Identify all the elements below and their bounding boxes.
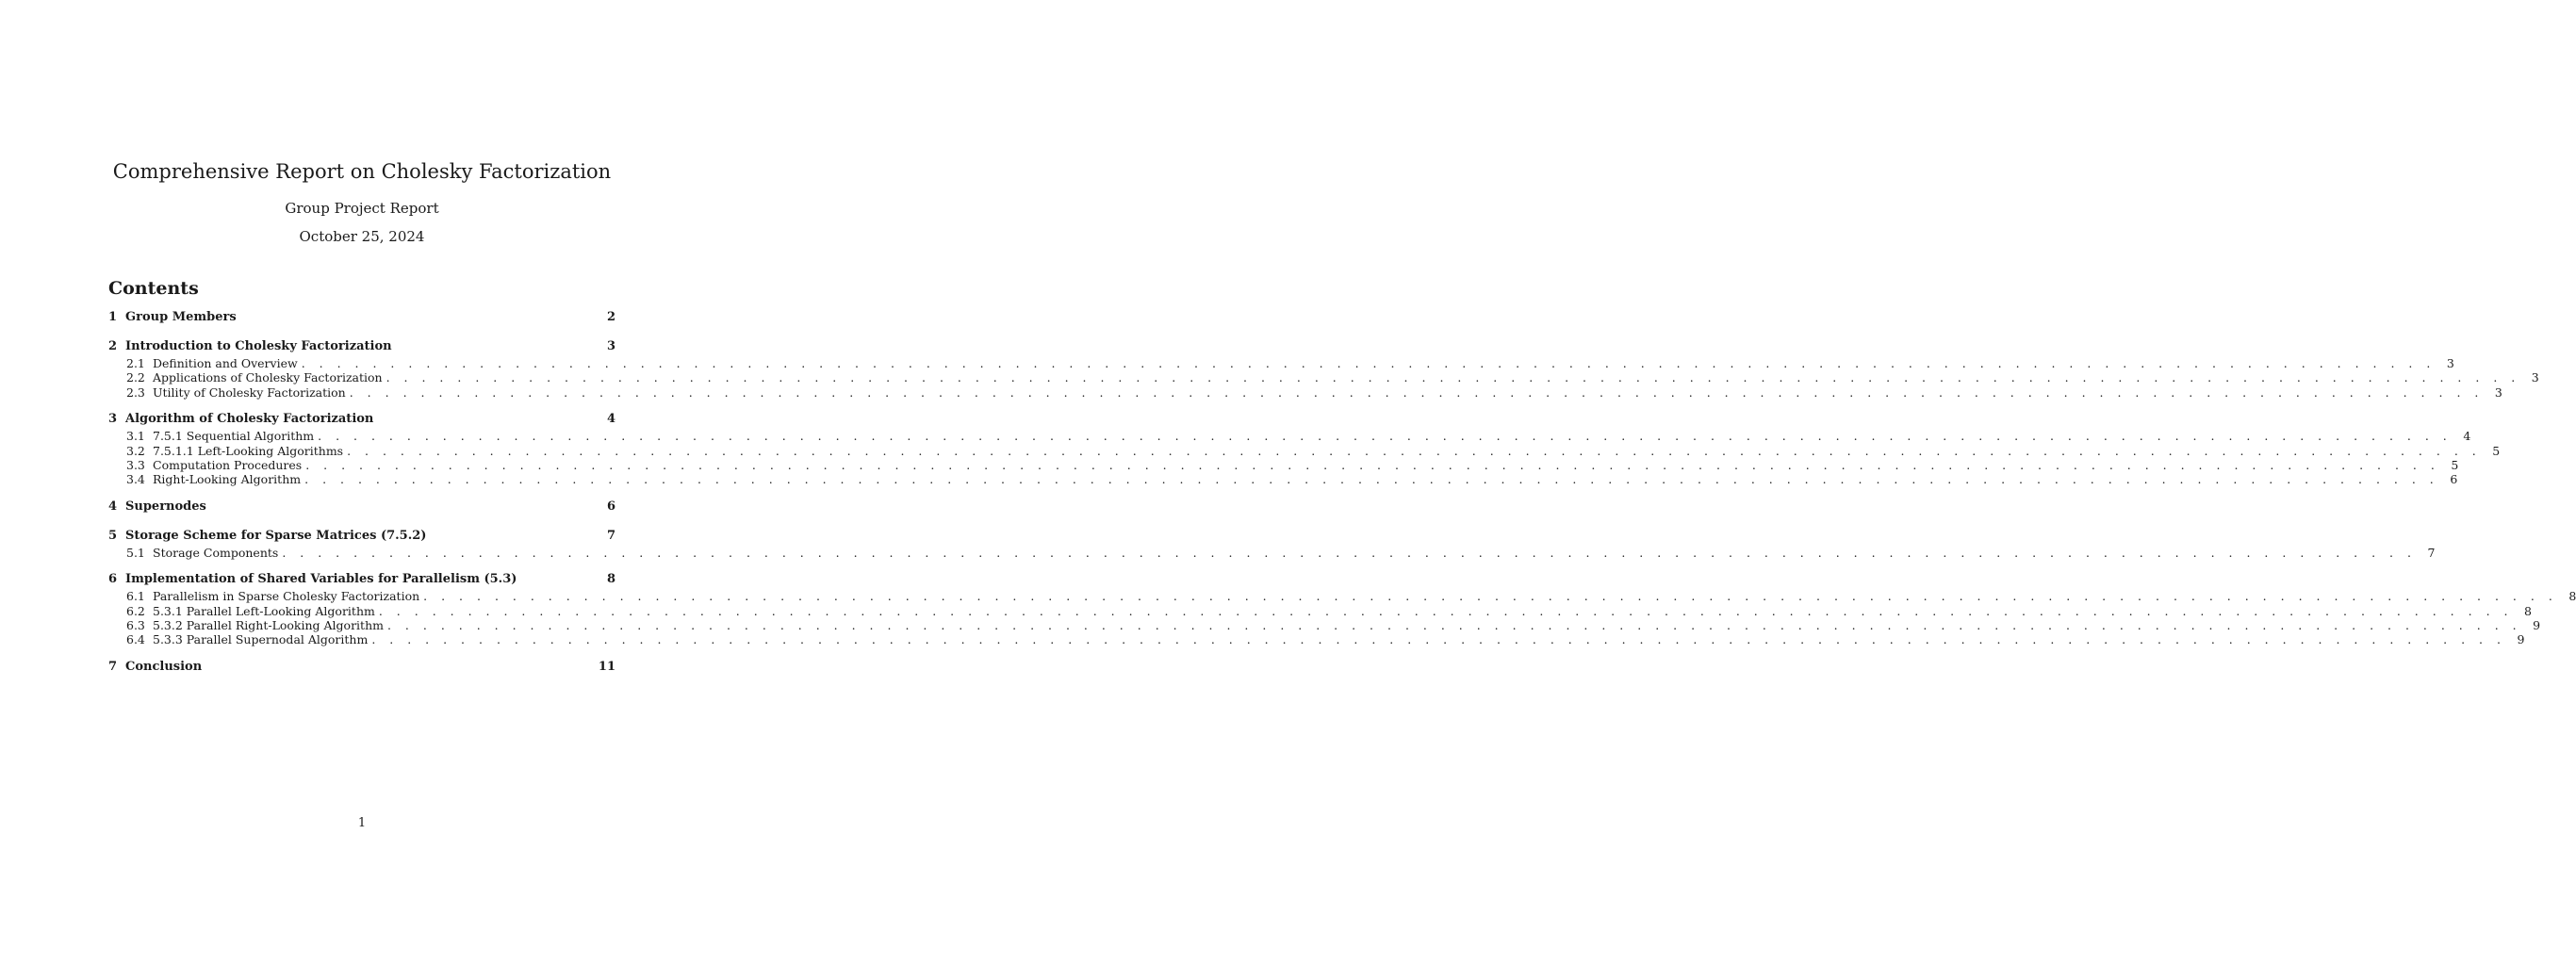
toc-subsection-title: Computation Procedures: [153, 458, 303, 473]
toc-subsection-entry[interactable]: [108, 429, 2471, 444]
toc-section-title: Algorithm of Cholesky Factorization: [125, 412, 374, 427]
toc-subsection-entry[interactable]: [108, 632, 2525, 647]
toc-subsection-entry[interactable]: [108, 443, 2501, 458]
toc-dot-leader: . . . . . . . . . . . . . . . . . . . . . . . . . . . . . . . . . . . . . . . . . . . . . . . . . . . . . . . . . . . . . . . . . . . . . . . . . . . . . . . . . . . . . . . . . . . . . . . . . . . . . . . . . . . . . . . . . . . . . . . .: [305, 458, 2440, 473]
toc-subsection-page: 6: [2450, 472, 2458, 487]
toc-subsection-title: Parallelism in Sparse Cholesky Factorization: [153, 589, 420, 604]
toc-section: [108, 410, 2501, 487]
table-of-contents: [108, 308, 2576, 687]
toc-subsection-entry[interactable]: [108, 545, 2436, 560]
toc-dot-leader: . . . . . . . . . . . . . . . . . . . . . . . . . . . . . . . . . . . . . . . . . . . . . . . . . . . . . . . . . . . . . . . . . . . . . . . . . . . . . . . . . . . . . . . . . . . . . . . . . . . . . . . . . . . . . . . . . . . . . . . .: [304, 472, 2439, 487]
toc-subsection-number: 6.2: [126, 603, 145, 618]
toc-subsection-page: 3: [2531, 370, 2539, 385]
toc-section-title: Introduction to Cholesky Factorization: [125, 339, 392, 353]
toc-dot-leader: . . . . . . . . . . . . . . . . . . . . . . . . . . . . . . . . . . . . . . . . . . . . . . . . . . . . . . . . . . . . . . . . . . . . . . . . . . . . . . . . . . . . . . . . . . . . . . . . . . . . . . . . . . . . . . . . . . . . . . . .: [378, 603, 2513, 618]
toc-dot-leader: . . . . . . . . . . . . . . . . . . . . . . . . . . . . . . . . . . . . . . . . . . . . . . . . . . . . . . . . . . . . . . . . . . . . . . . . . . . . . . . . . . . . . . . . . . . . . . . . . . . . . . . . . . . . . . . . . . . . . . . .: [347, 443, 2482, 458]
toc-subsection-number: 6.4: [126, 632, 145, 647]
toc-dot-leader: . . . . . . . . . . . . . . . . . . . . . . . . . . . . . . . . . . . . . . . . . . . . . . . . . . . . . . . . . . . . . . . . . . . . . . . . . . . . . . . . . . . . . . . . . . . . . . . . . . . . . . . . . . . . . . . . . . . . . . . .: [386, 618, 2522, 633]
toc-section-page: 7: [606, 528, 615, 543]
toc-section-entry[interactable]: [108, 308, 615, 327]
toc-dot-leader: . . . . . . . . . . . . . . . . . . . . . . . . . . . . . . . . . . . . . . . . . . . . . . . . . . . . . . . . . . . . . . . . . . . . . . . . . . . . . . . . . . . . . . . . . . . . . . . . . . . . . . . . . . . . . . . . . . . . . . . .: [423, 589, 2558, 604]
toc-section-entry[interactable]: [108, 658, 615, 677]
toc-section: [108, 308, 615, 327]
toc-subsection-number: 3.3: [126, 458, 145, 473]
toc-subsection-number: 3.1: [126, 429, 145, 444]
document-date: October 25, 2024: [299, 228, 425, 245]
toc-subsection-page: 8: [2568, 589, 2576, 604]
document-title: Comprehensive Report on Cholesky Factorization: [112, 160, 612, 183]
toc-section-page: 8: [606, 572, 615, 587]
toc-dot-leader: . . . . . . . . . . . . . . . . . . . . . . . . . . . . . . . . . . . . . . . . . . . . . . . . . . . . . . . . . . . . . . . . . . . . . . . . . . . . . . . . . . . . . . . . . . . . . . . . . . . . . . . . . . . . . . . . . . . . . . . .: [386, 370, 2520, 385]
page-number: 1: [357, 816, 367, 830]
toc-subsection-number: 3.4: [126, 472, 145, 487]
toc-subsection-entry[interactable]: [108, 384, 2502, 400]
toc-subsection-entry[interactable]: [108, 472, 2458, 487]
toc-subsection-title: Utility of Cholesky Factorization: [153, 384, 346, 400]
toc-subsection-page: 5: [2492, 443, 2501, 458]
toc-section-page: 6: [606, 499, 615, 514]
toc-section: [108, 498, 615, 516]
toc-section-page: 4: [606, 412, 615, 427]
toc-subsection-entry[interactable]: [108, 458, 2459, 473]
toc-subsection-title: 5.3.2 Parallel Right-Looking Algorithm: [153, 618, 384, 633]
toc-section-title: Implementation of Shared Variables for Parallelism (5.3): [125, 572, 517, 587]
toc-subsection-page: 9: [2517, 632, 2525, 647]
toc-subsection-entry[interactable]: [108, 603, 2532, 618]
toc-subsection-page: 4: [2463, 429, 2471, 444]
toc-subsection-page: 7: [2427, 545, 2436, 560]
toc-subsection-number: 6.3: [126, 618, 145, 633]
toc-subsection-page: 8: [2524, 603, 2532, 618]
toc-subsection-title: Definition and Overview: [153, 356, 298, 370]
toc-subsection-title: 5.3.3 Parallel Supernodal Algorithm: [153, 632, 369, 647]
toc-subsection-number: 2.1: [126, 356, 145, 370]
toc-subsection-page: 3: [2446, 356, 2454, 370]
toc-subsection-title: 7.5.1.1 Left-Looking Algorithms: [153, 443, 344, 458]
toc-section-number: 4: [108, 499, 118, 514]
toc-subsection-page: 9: [2533, 618, 2541, 633]
toc-section: [108, 658, 615, 677]
toc-subsection-number: 6.1: [126, 589, 145, 604]
toc-section-title: Storage Scheme for Sparse Matrices (7.5.2): [125, 528, 427, 543]
toc-subsection-entry[interactable]: [108, 589, 2576, 604]
toc-subsection-title: Right-Looking Algorithm: [153, 472, 302, 487]
toc-subsection-number: 2.2: [126, 370, 145, 385]
toc-section-entry[interactable]: [108, 527, 615, 546]
toc-section-entry[interactable]: [108, 410, 615, 429]
toc-section-title: Group Members: [125, 310, 237, 324]
toc-subsection-number: 3.2: [126, 443, 145, 458]
toc-subsection-number: 2.3: [126, 384, 145, 400]
toc-subsection-number: 5.1: [126, 545, 145, 560]
toc-subsection-page: 5: [2451, 458, 2459, 473]
toc-section: [108, 527, 2436, 560]
document-subtitle: Group Project Report: [285, 200, 439, 217]
toc-section: [108, 570, 2576, 647]
toc-section-number: 7: [108, 659, 118, 674]
toc-subsection-entry[interactable]: [108, 618, 2541, 633]
toc-section-number: 5: [108, 528, 118, 543]
toc-subsection-title: Storage Components: [153, 545, 279, 560]
toc-section-title: Conclusion: [125, 659, 203, 674]
toc-dot-leader: . . . . . . . . . . . . . . . . . . . . . . . . . . . . . . . . . . . . . . . . . . . . . . . . . . . . . . . . . . . . . . . . . . . . . . . . . . . . . . . . . . . . . . . . . . . . . . . . . . . . . . . . . . . . . . . . . . . . . . . .: [349, 384, 2484, 400]
contents-heading: Contents: [108, 278, 199, 299]
toc-section-title: Supernodes: [125, 499, 206, 514]
toc-section-page: 3: [606, 339, 615, 353]
toc-dot-leader: . . . . . . . . . . . . . . . . . . . . . . . . . . . . . . . . . . . . . . . . . . . . . . . . . . . . . . . . . . . . . . . . . . . . . . . . . . . . . . . . . . . . . . . . . . . . . . . . . . . . . . . . . . . . . . . . . . . . . . . .: [301, 356, 2436, 370]
toc-dot-leader: . . . . . . . . . . . . . . . . . . . . . . . . . . . . . . . . . . . . . . . . . . . . . . . . . . . . . . . . . . . . . . . . . . . . . . . . . . . . . . . . . . . . . . . . . . . . . . . . . . . . . . . . . . . . . . . . . . . . . . . .: [371, 632, 2506, 647]
toc-section-entry[interactable]: [108, 498, 615, 516]
toc-section-entry[interactable]: [108, 570, 615, 589]
toc-section-number: 1: [108, 310, 118, 324]
toc-dot-leader: . . . . . . . . . . . . . . . . . . . . . . . . . . . . . . . . . . . . . . . . . . . . . . . . . . . . . . . . . . . . . . . . . . . . . . . . . . . . . . . . . . . . . . . . . . . . . . . . . . . . . . . . . . . . . . . . . . . . . . . .: [318, 429, 2453, 444]
toc-subsection-page: 3: [2494, 384, 2502, 400]
toc-subsection-entry[interactable]: [108, 370, 2539, 385]
toc-section-page: 11: [598, 659, 615, 674]
toc-section: [108, 337, 2539, 400]
toc-section-number: 3: [108, 412, 118, 427]
toc-subsection-title: Applications of Cholesky Factorization: [153, 370, 383, 385]
toc-section-page: 2: [606, 310, 615, 324]
toc-subsection-title: 5.3.1 Parallel Left-Looking Algorithm: [153, 603, 375, 618]
toc-subsection-entry[interactable]: [108, 356, 2454, 370]
toc-section-entry[interactable]: [108, 337, 615, 356]
toc-dot-leader: . . . . . . . . . . . . . . . . . . . . . . . . . . . . . . . . . . . . . . . . . . . . . . . . . . . . . . . . . . . . . . . . . . . . . . . . . . . . . . . . . . . . . . . . . . . . . . . . . . . . . . . . . . . . . . . . . . . . . . . .: [282, 545, 2417, 560]
toc-section-number: 6: [108, 572, 118, 587]
toc-subsection-title: 7.5.1 Sequential Algorithm: [153, 429, 315, 444]
toc-section-number: 2: [108, 339, 118, 353]
